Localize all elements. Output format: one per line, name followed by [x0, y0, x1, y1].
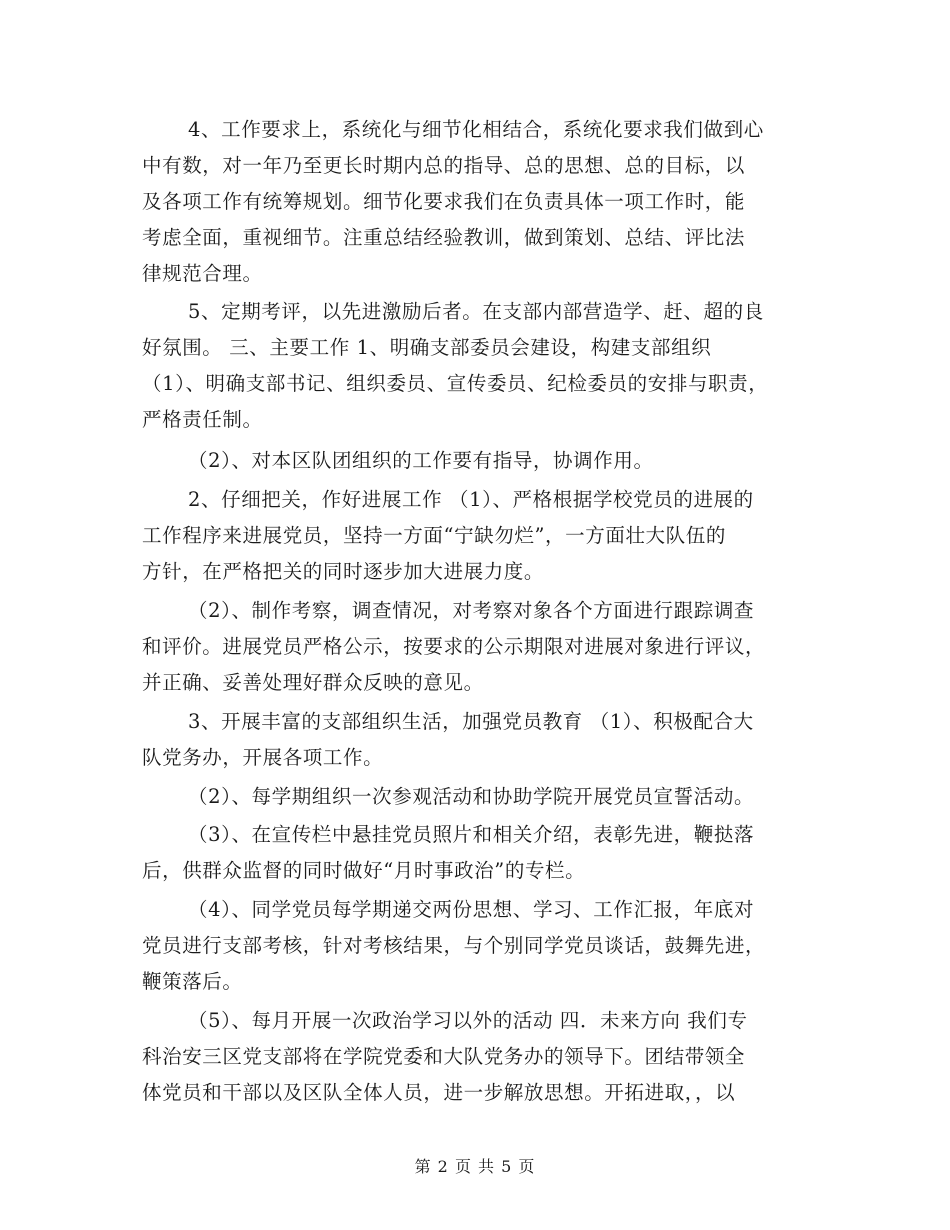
text-line: 队党务办，开展各项工作。	[142, 746, 384, 769]
text-line: 党员进行支部考核，针对考核结果，与个别同学党员谈话，鼓舞先进，	[142, 934, 766, 957]
text-line: 鞭策落后。	[142, 970, 243, 993]
text-line: 4、工作要求上，系统化与细节化相结合，系统化要求我们做到心	[188, 118, 764, 141]
text-line: （5）、每月开展一次政治学习以外的活动 四．未来方向 我们专	[188, 1009, 748, 1032]
text-line: （2）、对本区队团组织的工作要有指导，协调作用。	[188, 449, 654, 472]
text-line: 中有数，对一年乃至更长时期内总的指导、总的思想、总的目标，以	[142, 154, 746, 177]
text-line: 并正确、妥善处理好群众反映的意见。	[142, 671, 484, 694]
text-line: 及各项工作有统筹规划。细节化要求我们在负责具体一项工作时，能	[142, 190, 746, 213]
text-line: 严格责任制。	[142, 408, 263, 431]
text-line: 2、仔细把关，作好进展工作 （1）、严格根据学校党员的进展的	[188, 488, 754, 511]
text-line: 体党员和干部以及区队全体人员，进一步解放思想。开拓进取，，以	[142, 1081, 736, 1104]
page-number-footer: 第 2 页 共 5 页	[414, 1157, 536, 1176]
text-line: 后，供群众监督的同时做好“月时事政治”的专栏。	[142, 859, 586, 882]
text-line: （2）、制作考察，调查情况，对考察对象各个方面进行跟踪调查	[188, 599, 755, 622]
text-line: 律规范合理。	[142, 262, 263, 285]
text-line: 工作程序来进展党员，坚持一方面“宁缺勿烂”，一方面壮大队伍的	[142, 524, 726, 547]
text-line: 科治安三区党支部将在学院党委和大队党务办的领导下。团结带领全	[142, 1045, 746, 1068]
text-line: 5、定期考评，以先进激励后者。在支部内部营造学、赶、超的良	[188, 300, 764, 323]
text-line: （1）、明确支部书记、组织委员、宣传委员、纪检委员的安排与职责，	[142, 372, 769, 395]
text-line: （2）、每学期组织一次参观活动和协助学院开展党员宣誓活动。	[188, 785, 755, 808]
text-line: 和评价。进展党员严格公示，按要求的公示期限对进展对象进行评议，	[142, 635, 766, 658]
text-line: （4）、同学党员每学期递交两份思想、学习、工作汇报，年底对	[188, 898, 755, 921]
text-line: 好氛围。 三、主要工作 1、明确支部委员会建设，构建支部组织	[142, 336, 712, 359]
text-line: 考虑全面，重视细节。注重总结经验教训，做到策划、总结、评比法	[142, 226, 746, 249]
text-line: 方针，在严格把关的同时逐步加大进展力度。	[142, 560, 545, 583]
text-line: 3、开展丰富的支部组织生活，加强党员教育 （1）、积极配合大	[188, 710, 754, 733]
text-line: （3）、在宣传栏中悬挂党员照片和相关介绍，表彰先进，鞭挞落	[188, 823, 755, 846]
